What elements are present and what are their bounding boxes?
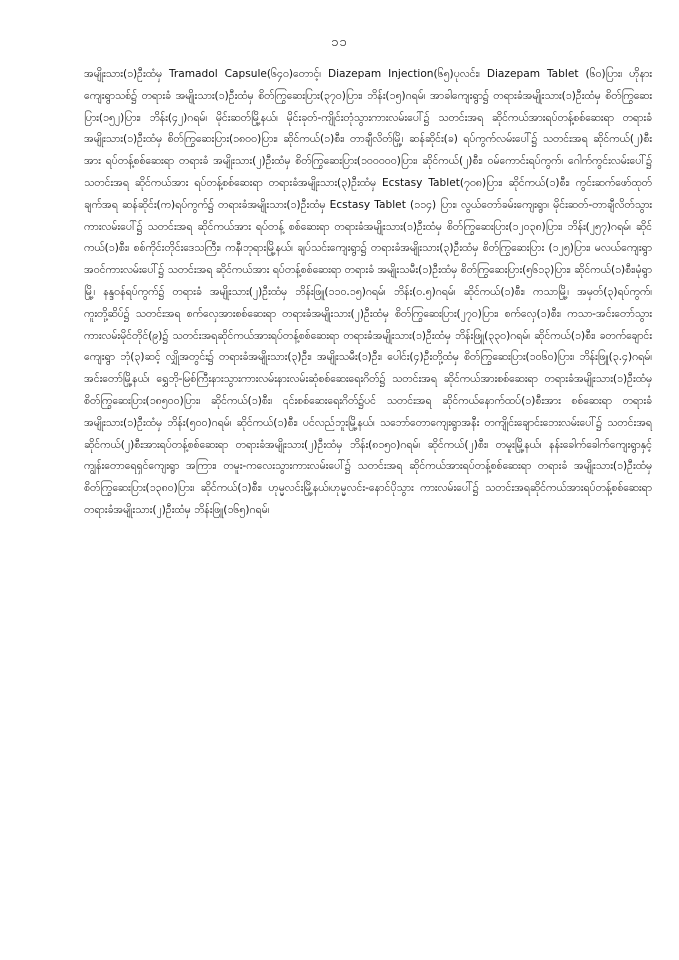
body-paragraph: [84, 64, 652, 522]
page-number: ၁၁: [331, 35, 348, 50]
paragraph-text: အမျိုးသား(၁)ဦးထံမှ Tramadol Capsule(၆၄၀)တောင့်၊ Diazepam Injection(၆၅)ပုလင်း၊ Diazepam Tablet (၆၀)ပြား၊ ဟိုနားကျေးရွာသစ်၌ တရားခံ အမျိုးသား(၁)ဦးထံမှ စိတ်ကြွဆေးပြား(၃၇၀)ပြား၊ ဘိန်း(၁၅)ဂရမ်၊ အာခါကျေးရွာ၌ တရားခံအမျိုးသား(၁)ဦးထံမှ စိတ်ကြွဆေးပြား(၁၅၂)ပြား၊ ဘိန်း(၄၂)ဂရမ်၊ မိုင်းဆတ်မြို့နယ်၊ မိုင်းခုတ်-ကျိုင်းတုံသွားကားလမ်းပေါ်၌ သတင်းအရ ဆိုင်ကယ်အားရပ်တန့်စစ်ဆေးရာ တရားခံအမျိုးသား(၁)ဦးထံမှ စိတ်ကြွဆေးပြား(၁၈၀၀)ပြား၊ ဆိုင်ကယ်(၁)စီး၊ တာချီလိတ်မြို့၊ ဆန်ဆိုင်း(ခ) ရပ်ကွက်လမ်းပေါ်၌ သတင်းအရ ဆိုင်ကယ်(၂)စီးအား ရပ်တန့်စစ်ဆေးရာ တရားခံ အမျိုးသား(၂)ဦးထံမှ စိတ်ကြွဆေးပြား(၁၀၀၀၀၀)ပြား၊ ဆိုင်ကယ်(၂)စီး၊ ဝမ်ကောင်းရပ်ကွက်၊ ဂေါက်ကွင်းလမ်းပေါ်၌ သတင်းအရ ဆိုင်ကယ်အား ရပ်တန့်စစ်ဆေးရာ တရားခံအမျိုးသား(၃)ဦးထံမှ Ecstasy Tablet(၇၀၈)ပြား၊ ဆိုင်ကယ်(၁)စီး၊ ကွင်းဆက်ဖော်ထုတ်ချက်အရ ဆန်ဆိုင်း(က)ရပ်ကွက်၌ တရားခံအမျိုးသား(၁)ဦးထံမှ Ecstasy Tablet (၁၁၄) ပြား၊ လွယ်တော်ခမ်းကျေးရွာ၊ မိုင်းဆတ်-တာချီလိတ်သွားကားလမ်းပေါ်၌ သတင်းအရ ဆိုင်ကယ်အား ရပ်တန့် စစ်ဆေးရာ တရားခံအမျိုးသား(၁)ဦးထံမှ စိတ်ကြွဆေးပြား(၁၂၀၃၈)ပြား၊ ဘိန်း(၂၅၇)ဂရမ်၊ ဆိုင်ကယ်(၁)စီး၊ စစ်ကိုင်းတိုင်းဒေသကြီး၊ ကနီ၊ဘုရားမြို့နယ်၊ ချပ်သင်းကျေးရွာ၌ တရားခံအမျိုးသား(၃)ဦးထံမှ စိတ်ကြွဆေးပြား (၁၂၅)ပြား၊ မလယ်ကျေးရွာအဝင်ကားလမ်းပေါ်၌ သတင်းအရ ဆိုင်ကယ်အား ရပ်တန့်စစ်ဆေးရာ တရားခံ အမျိုးသမီး(၁)ဦးထံမှ စိတ်ကြွဆေးပြား(၅၆၁၃)ပြား၊ ဆိုင်ကယ်(၁)စီး၊မုံရွာမြို့၊ နန္ဒဝန်ရပ်ကွက်၌ တရားခံ အမျိုးသား(၂)ဦးထံမှ ဘိန်းဖြူ(၁၁၀.၁၅)ဂရမ်၊ ဘိန်း(၀.၅)ဂရမ်၊ ဆိုင်ကယ်(၁)စီး၊ ကသာမြို့၊ အမှတ်(၃)ရပ်ကွက်၊ ကူးတို့ဆိပ်၌ သတင်းအရ စက်လှေအားစစ်ဆေးရာ တရားခံအမျိုးသား(၂)ဦးထံမှ စိတ်ကြွဆေးပြား(၂၇၀)ပြား၊ စက်လှေ(၁)စီး၊ ကသာ-အင်းတော်သွားကားလမ်းမိုင်တိုင်(၉)၌ သတင်းအရဆိုင်ကယ်အားရပ်တန့်စစ်ဆေးရာ တရားခံအမျိုးသား(၁)ဦးထံမှ ဘိန်းဖြူ(၃၃၀)ဂရမ်၊ ဆိုင်ကယ်(၁)စီး၊ ခတက်ချောင်းကျေးရွာ ဘုံ(၃)ဆင့် လျှိုအတွင်း၌ တရားခံအမျိုးသား(၃)ဦး၊ အမျိုးသမီး(၁)ဦး၊ ပေါင်း(၄)ဦးတို့ထံမှ စိတ်ကြွဆေးပြား(၁၀၆၀)ပြား၊ ဘိန်းဖြူ(၃.၄)ဂရမ်၊ အင်းတော်မြို့နယ်၊ ရွှေဘို-မြစ်ကြီးနားသွားကားလမ်းနားလမ်းဆုံစစ်ဆေးရေးဂိတ်၌ သတင်းအရ ဆိုင်ကယ်အားစစ်ဆေးရာ တရားခံအမျိုးသား(၁)ဦးထံမှ စိတ်ကြွဆေးပြား(၁၈၅၀၀)ပြား၊ ဆိုင်ကယ်(၁)စီး၊ ၎င်းစစ်ဆေးရေးဂိတ်၌ပင် သတင်းအရ ဆိုင်ကယ်နောက်ထပ်(၁)စီးအား စစ်ဆေးရာ တရားခံ အမျိုးသား(၁)ဦးထံမှ ဘိန်း(၅၀၀)ဂရမ်၊ ဆိုင်ကယ်(၁)စီး၊ ပင်လည်ဘူးမြို့နယ်၊ သဘော်တောကျေးရွာအနီး တကျိုင်းချောင်းဘေးလမ်းပေါ်၌ သတင်းအရ ဆိုင်ကယ်(၂)စီးအားရပ်တန့်စစ်ဆေးရာ တရားခံအမျိုးသား(၂)ဦးထံမှ ဘိန်း(၈၁၅၀)ဂရမ်၊ ဆိုင်ကယ်(၂)စီး၊ တမူးမြို့နယ်၊ နန်းခေါက်ခေါက်ကျေးရွာနှင့် ကျွန်းတောရေရှင်ကျေးရွာ အကြား၊ တမူး-ကလေးသွားကားလမ်းပေါ်၌ သတင်းအရ ဆိုင်ကယ်အားရပ်တန့်စစ်ဆေးရာ တရားခံ အမျိုးသား(၁)ဦးထံမှ စိတ်ကြွဆေးပြား(၁၃၈၀)ပြား၊ ဆိုင်ကယ်(၁)စီး၊ ဟုမ္မလင်းမြို့နယ်၊ဟုမ္မလင်း-နောင်ပိုသွား ကားလမ်းပေါ်၌ သတင်းအရဆိုင်ကယ်အားရပ်တန့်စစ်ဆေးရာ တရားခံအမျိုးသား(၂)ဦးထံမှ ဘိန်းဖြူ(၁၆၅)ဂရမ်၊: [84, 68, 652, 516]
